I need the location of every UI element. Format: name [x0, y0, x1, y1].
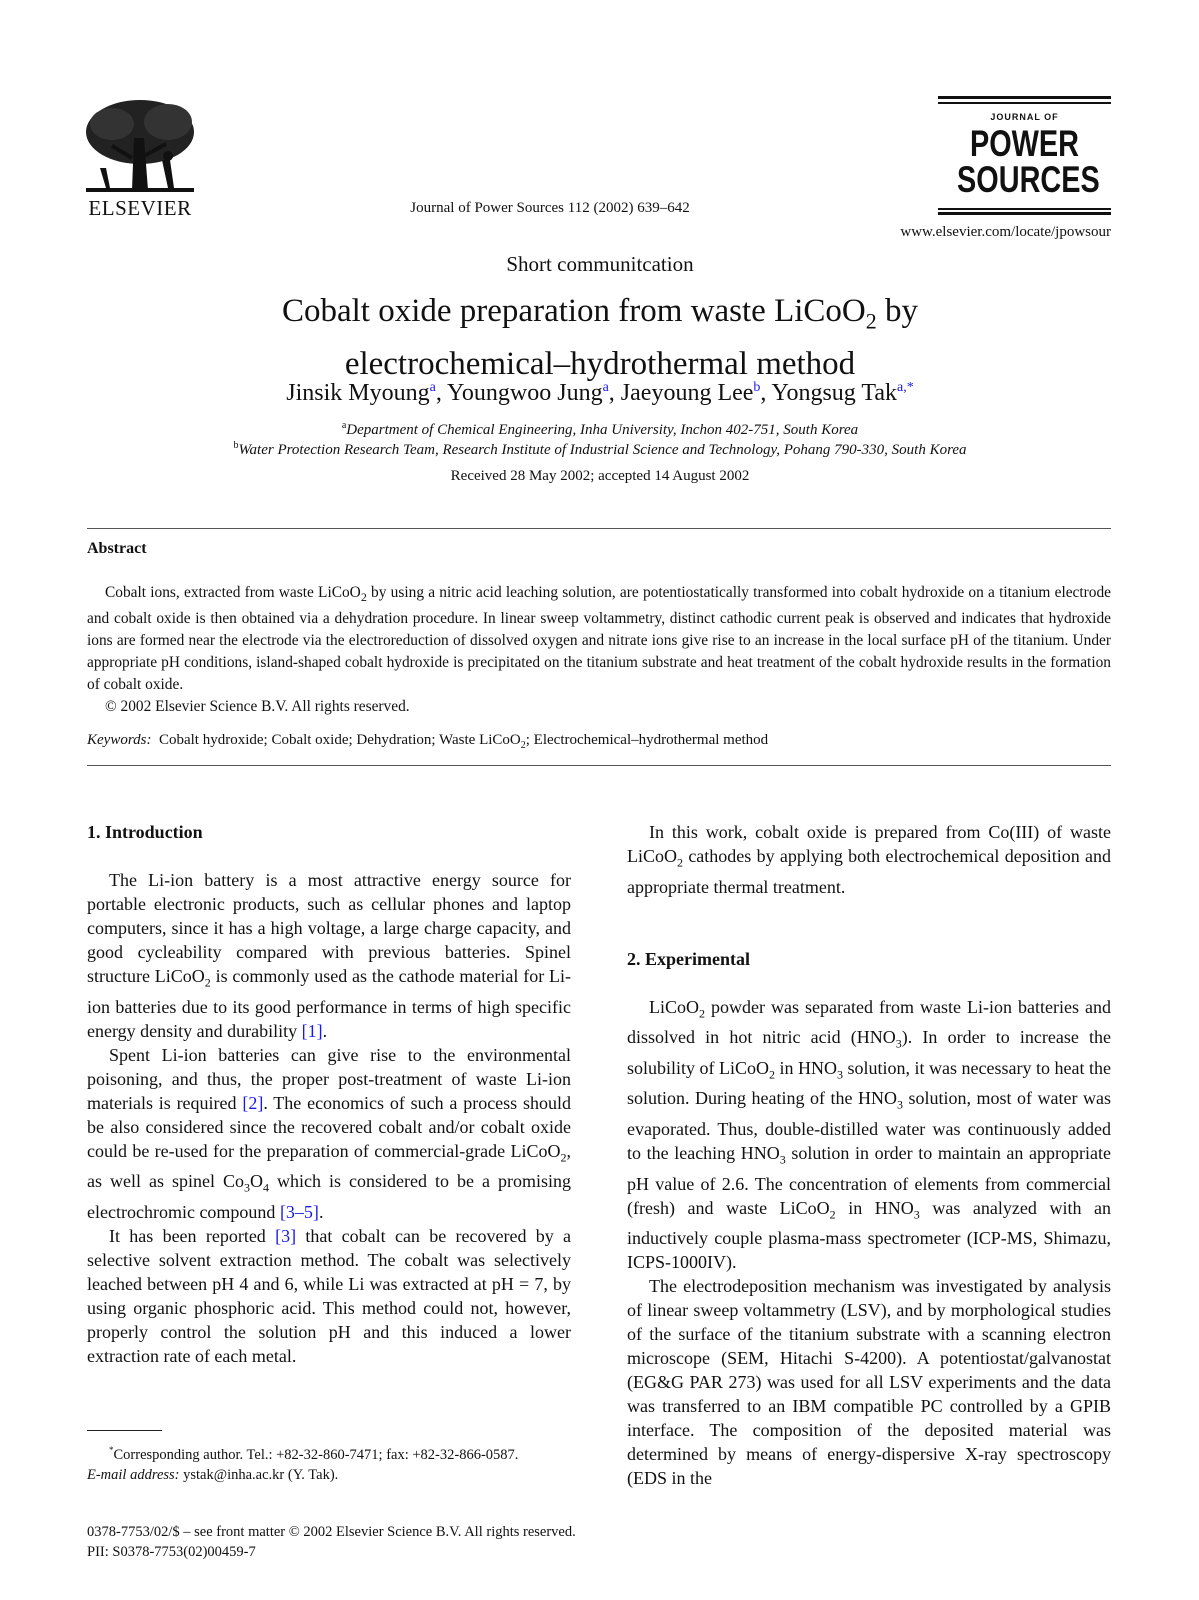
author-list	[150, 380, 1050, 407]
article-type: Short communitcation	[506, 252, 694, 276]
title-part1: Cobalt oxide preparation from waste LiCoO	[281, 293, 866, 329]
body-paragraph: The electrodeposition mechanism was investigated by analysis of linear sweep voltammetry (LSV), and by morphological studies of the surface of the titanium substrate with a scanning electron microscope (SEM, Hitachi S-4200). A potentiostat/galvanostat (EG&G PAR 273) was used for all LSV experiments and the data was transferred to an IBM compatible PC controlled by a GPIB interface. The composition of the deposited material was determined by means of energy-dispersive X-ray spectroscopy (EDS in the	[627, 1276, 1111, 1489]
logo-rule-bottom	[938, 212, 1111, 215]
page-footer	[87, 1522, 576, 1562]
citation-link[interactable]: [3–5]	[279, 1201, 319, 1222]
footnote	[87, 1440, 571, 1485]
elsevier-tree-icon	[82, 98, 198, 196]
logo-power: POWER	[969, 123, 1080, 164]
keywords-list-end: ; Electrochemical–hydrothermal method	[525, 732, 769, 748]
title-line2: electrochemical–hydrothermal method	[344, 345, 856, 382]
journal-logo	[938, 96, 1111, 216]
author-name: Yongsug Tak	[771, 380, 897, 406]
author-name: Youngwoo Jung	[446, 380, 603, 406]
footnote-text: Corresponding author. Tel.: +82-32-860-7471; fax: +82-32-866-0587.	[113, 1446, 519, 1463]
author-name: Jinsik Myoung	[286, 380, 430, 406]
affiliation-b	[100, 440, 1100, 459]
publisher-name: ELSEVIER	[88, 196, 192, 220]
journal-url[interactable]: www.elsevier.com/locate/jpowsour	[900, 224, 1111, 240]
logo-rule-bottom-thin	[938, 208, 1111, 210]
author-name: Jaeyoung Lee	[620, 380, 754, 406]
divider-top	[87, 528, 1111, 529]
elsevier-logo	[82, 98, 198, 220]
affiliation-text: Water Protection Research Team, Research Institute of Industrial Science and Technology, Pohang 790-330, South Korea	[238, 442, 967, 458]
abstract-body	[87, 582, 1111, 718]
footer-pii: PII: S0378-7753(02)00459-7	[87, 1544, 256, 1560]
footnote-email	[87, 1465, 571, 1485]
logo-sources: SOURCES	[957, 159, 1100, 200]
logo-rule-top-thin	[938, 102, 1111, 104]
left-column	[87, 820, 571, 1368]
title-part2: by	[876, 293, 919, 329]
logo-rule-top	[938, 96, 1111, 99]
affiliation-text: Department of Chemical Engineering, Inha University, Inchon 402-751, South Korea	[346, 422, 859, 438]
keywords-list-start: Cobalt hydroxide; Cobalt oxide; Dehydration; Waste LiCoO	[158, 732, 521, 748]
author-affil-link[interactable]: a	[429, 380, 436, 395]
title-subscript: 2	[865, 308, 877, 334]
affiliation-a	[100, 420, 1100, 439]
body-paragraph: It has been reported [3] that cobalt can be recovered by a selective solvent extraction method. The cobalt was selectively leached between pH 4 and 6, while Li was extracted at pH = 7, by using organic phosphoric acid. This method could not, however, properly control the solution pH and this induced a lower extraction rate of each metal.	[87, 1225, 572, 1366]
author-separator: ,	[760, 380, 772, 406]
abstract-heading: Abstract	[87, 540, 147, 557]
email-address[interactable]: ystak@inha.ac.kr (Y. Tak).	[183, 1466, 339, 1483]
received-dates: Received 28 May 2002; accepted 14 August 2002	[450, 468, 750, 484]
keywords	[87, 732, 1111, 751]
body-paragraph: Spent Li-ion batteries can give rise to the environmental poisoning, and thus, the proper post-treatment of waste Li-ion materials is required [2]. The economics of such a process should be also considered since the recovered cobalt and/or cobalt oxide could be re-used for the preparation of commercial-grade LiCoO$_2$, as well as spinel $Co_3O_4$ which is considered to be a promising electrochromic compound [3–5].	[87, 1044, 571, 1222]
body-paragraph: In this work, cobalt oxide is prepared from Co(III) of waste LiCoO$_2$ cathodes by applying both electrochemical deposition and appropriate thermal treatment.	[627, 822, 1111, 897]
author-separator: ,	[608, 380, 621, 406]
footnote-corresponding: *Corresponding author. Tel.: +82-32-860-7471; fax: +82-32-866-0587.	[109, 1445, 519, 1463]
section-heading-experimental: 2. Experimental	[627, 948, 750, 969]
author-affil-link[interactable]: a,*	[897, 380, 914, 395]
abstract-copyright: © 2002 Elsevier Science B.V. All rights reserved.	[105, 698, 410, 716]
author-separator: ,	[435, 380, 447, 406]
article-title	[150, 290, 1050, 385]
journal-reference: Journal of Power Sources 112 (2002) 639–642	[410, 200, 690, 216]
citation-link[interactable]: [1]	[301, 1020, 323, 1041]
affiliation-marker: b	[233, 440, 239, 451]
logo-journal-of: JOURNAL OF	[990, 112, 1059, 122]
email-label: E-mail address:	[87, 1466, 180, 1483]
section-heading-introduction: 1. Introduction	[87, 822, 203, 842]
affiliation-marker: a	[341, 420, 347, 431]
citation-link[interactable]: [3]	[275, 1225, 297, 1246]
footer-issn: 0378-7753/02/$ – see front matter © 2002 Elsevier Science B.V. All rights reserved.	[87, 1524, 576, 1540]
keywords-label: Keywords:	[87, 732, 152, 748]
author-affil-link[interactable]: b	[753, 380, 761, 395]
abstract-paragraph: Cobalt ions, extracted from waste LiCoO$_2$ by using a nitric acid leaching solution, are potentiostatically transformed into cobalt hydroxide on a titanium electrode and cobalt oxide is then obtained via a dehydration procedure. In linear sweep voltammetry, distinct cathodic current peak is observed and indicates that hydroxide ions are formed near the electrode via the electroreduction of dissolved oxygen and nitrate ions give rise to an increase in the local surface pH of the titanium. Under appropriate pH conditions, island-shaped cobalt hydroxide is precipitated on the titanium substrate and heat treatment of the cobalt hydroxide results in the formation of cobalt oxide.	[87, 584, 1112, 694]
right-column	[627, 820, 1111, 1490]
citation-link[interactable]: [2]	[242, 1092, 264, 1113]
body-paragraph: LiCoO$_2$ powder was separated from waste Li-ion batteries and dissolved in hot nitric acid $(HNO_3)$. In order to increase the solubility of LiCoO$_2$ in $HNO_3$ solution, it was necessary to heat the solution. During heating of the $HNO_3$ solution, most of water was evaporated. Thus, double-distilled water was continuously added to the leaching $HNO_3$ solution in order to maintain an appropriate pH value of 2.6. The concentration of elements from commercial (fresh) and waste LiCoO$_2$ in $HNO_3$ was analyzed with an inductively couple plasma-mass spectrometer (ICP-MS, Shimazu, ICPS-1000IV).	[627, 996, 1112, 1273]
author-affil-link[interactable]: a	[602, 380, 609, 395]
body-paragraph: The Li-ion battery is a most attractive energy source for portable electronic products, such as cellular phones and laptop computers, since it has a high voltage, a large charge capacity, and good cycleability compared with previous batteries. Spinel structure LiCoO$_2$ is commonly used as the cathode material for Li-ion batteries due to its good performance in terms of high specific energy density and durability [1].	[87, 870, 571, 1041]
keywords-subscript: 2	[520, 740, 526, 751]
divider-bottom	[87, 765, 1111, 766]
footnote-divider	[87, 1430, 162, 1431]
